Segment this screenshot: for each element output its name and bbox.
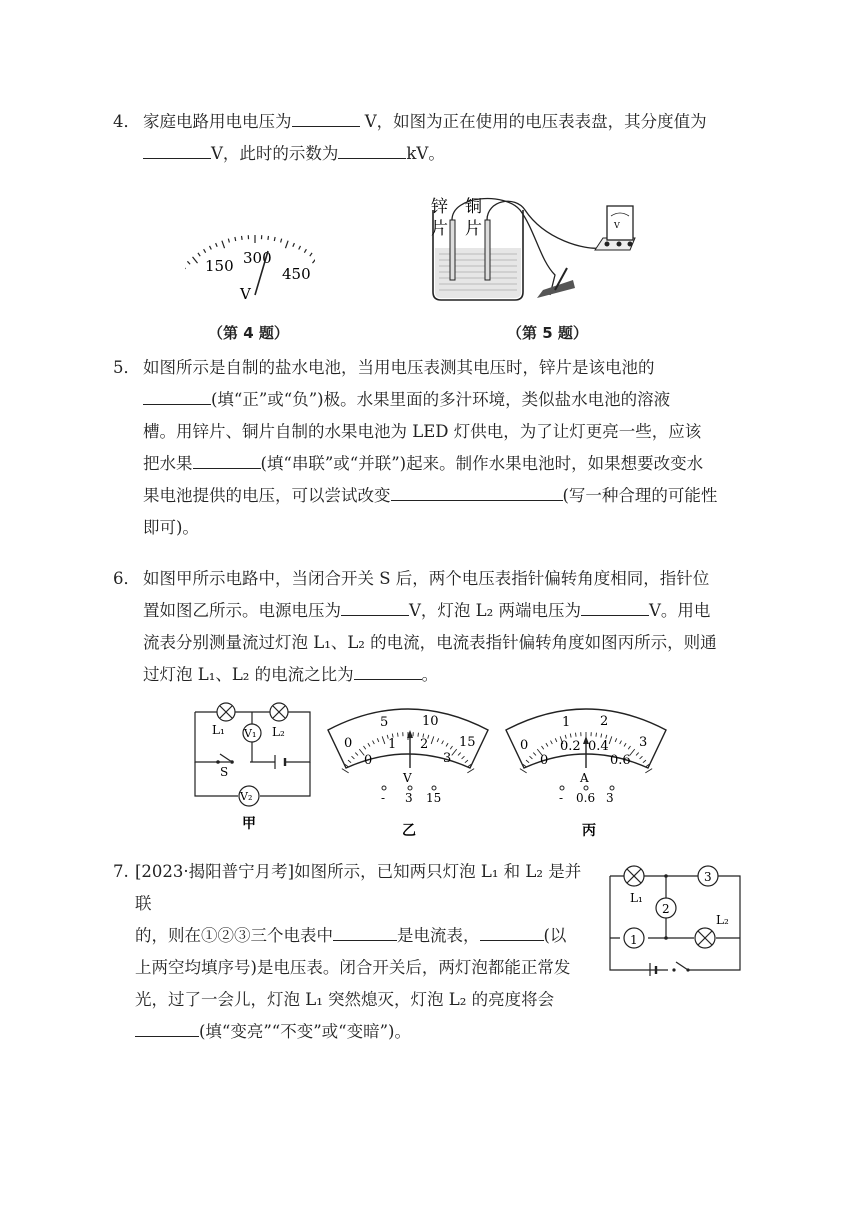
tick-mark	[645, 769, 652, 773]
svg-text:S: S	[220, 765, 229, 779]
answer-blank[interactable]	[292, 108, 360, 127]
svg-text:V: V	[614, 221, 620, 230]
svg-text:5: 5	[380, 715, 389, 730]
q6-voltmeter-yi	[322, 700, 494, 840]
question-6: 6． 如图甲所示电路中，当闭合开关 S 后，两个电压表指针偏转角度相同，指针位 置如图乙所示。电源电压为 V，灯泡 L₂ 两端电压为 V。用电 流表分别测量流过灯泡 L₁、L₂ 的电流，电流表指针偏转角度如图丙所示，则通 过灯泡 L₁、L₂ 的电流之比为 。	[113, 563, 733, 691]
svg-text:V₁: V₁	[244, 727, 257, 740]
svg-text:0: 0	[520, 738, 529, 753]
answer-blank[interactable]	[338, 140, 406, 159]
svg-text:2: 2	[420, 737, 429, 752]
svg-text:L₁: L₁	[212, 723, 225, 737]
tick-mark	[304, 249, 306, 252]
answer-blank[interactable]	[143, 386, 211, 405]
tick-mark	[204, 249, 206, 252]
tick-mark	[293, 243, 295, 247]
svg-text:丙: 丙	[582, 823, 596, 839]
tick-mark	[268, 236, 269, 240]
svg-text:-: -	[381, 791, 386, 805]
question-7: 7. [2023·揭阳普宁月考]如图所示，已知两只灯泡 L₁ 和 L₂ 是并联 的，则在①②③三个电表中 是电流表， (以 上两空均填序号)是电压表。闭合开关后，两灯泡都能正常发 光，过了一会儿，灯泡 L₁ 突然熄灭，灯泡 L₂ 的亮度将会 (填“变亮”“不变”或“变暗”)。	[113, 856, 593, 1048]
copper-label: 铜	[465, 197, 482, 217]
salt-water	[435, 248, 521, 298]
svg-text:L₂: L₂	[272, 725, 285, 739]
question-number: 5．	[113, 358, 140, 377]
svg-text:15: 15	[459, 735, 476, 750]
svg-text:0: 0	[364, 753, 373, 768]
q7-circuit-figure	[606, 858, 748, 976]
question-number: 6．	[113, 569, 140, 588]
tick-mark	[312, 257, 315, 263]
answer-blank[interactable]	[135, 1018, 199, 1037]
figure-caption-4: （第 4 题）	[208, 324, 289, 342]
svg-text:1: 1	[630, 933, 638, 947]
svg-text:3: 3	[639, 735, 648, 750]
tick-mark	[274, 237, 275, 241]
q5-battery-figure	[425, 190, 640, 315]
answer-blank[interactable]	[341, 597, 409, 616]
answer-blank[interactable]	[391, 482, 563, 501]
tick-mark	[281, 239, 282, 243]
svg-text:-: -	[559, 791, 564, 805]
question-number: 7.	[113, 862, 129, 881]
svg-text:0.2: 0.2	[560, 739, 581, 754]
tick-mark	[242, 236, 243, 240]
figure-caption-5: （第 5 题）	[507, 324, 588, 342]
answer-blank[interactable]	[480, 922, 544, 941]
tick-mark	[198, 253, 200, 256]
tick-mark	[299, 246, 301, 250]
svg-text:2: 2	[662, 902, 670, 916]
svg-text:A: A	[580, 771, 589, 785]
dial-label-150: 150	[205, 257, 234, 275]
q4-voltmeter-dial-figure	[185, 225, 315, 305]
svg-text:1: 1	[562, 715, 571, 730]
svg-text:3: 3	[606, 791, 614, 805]
svg-text:L₁: L₁	[630, 891, 643, 905]
tick-mark	[216, 243, 218, 247]
tick-mark	[228, 239, 229, 243]
svg-text:0.6: 0.6	[610, 753, 631, 768]
answer-blank[interactable]	[581, 597, 649, 616]
tick-mark	[398, 733, 399, 737]
svg-text:10: 10	[422, 714, 439, 729]
answer-blank[interactable]	[333, 922, 397, 941]
svg-text:2: 2	[600, 714, 609, 729]
tick-mark	[576, 733, 577, 737]
tick-mark	[285, 241, 288, 249]
svg-text:V₂: V₂	[240, 790, 253, 803]
tick-mark	[520, 769, 527, 773]
q4-line-2: V，此时的示数为 kV。	[143, 138, 707, 170]
question-5: 5． 如图所示是自制的盐水电池，当用电压表测其电压时，锌片是该电池的 (填“正”或“负”)极。水果里面的多汁环境，类似盐水电池的溶液 槽。用锌片、铜片自制的水果电池为 LED 灯供电，为了让灯更亮一些，应该 把水果 (填“串联”或“并联”)起来。制作水果电池时，如果想要改变水 果电池提供的电压，可以尝试改变 (写一种合理的可能性 即可)。	[113, 352, 733, 544]
answer-blank[interactable]	[193, 450, 261, 469]
copper-label-2: 片	[465, 219, 482, 239]
svg-text:0: 0	[344, 736, 353, 751]
svg-text:3: 3	[443, 751, 452, 766]
zinc-plate	[450, 220, 455, 280]
tick-mark	[193, 257, 198, 263]
tick-mark	[418, 733, 419, 737]
tick-mark	[467, 769, 474, 773]
svg-text:3: 3	[704, 870, 712, 884]
question-number: 4．	[113, 112, 140, 131]
tick-mark	[209, 246, 211, 250]
dial-label-300: 300	[243, 249, 272, 267]
zinc-label-2: 片	[431, 219, 448, 239]
zinc-label: 锌	[431, 197, 448, 217]
tick-mark	[222, 241, 225, 249]
tick-mark	[342, 769, 349, 773]
copper-plate	[485, 220, 490, 280]
svg-text:0.6: 0.6	[576, 791, 596, 805]
svg-text:甲: 甲	[242, 816, 256, 832]
q6-circuit-jia	[190, 700, 320, 835]
tick-mark	[310, 253, 312, 256]
wire	[487, 201, 600, 248]
q6-ammeter-bing	[500, 700, 672, 840]
svg-text:1: 1	[388, 737, 397, 752]
tick-mark	[187, 261, 190, 264]
tick-mark	[596, 733, 597, 737]
svg-text:3: 3	[405, 791, 413, 805]
svg-text:0: 0	[540, 753, 549, 768]
svg-text:L₂: L₂	[716, 913, 729, 927]
dial-unit: V	[240, 285, 251, 303]
dial-label-450: 450	[282, 265, 311, 283]
q4-line-1: 家庭电路用电电压为 V，如图为正在使用的电压表表盘，其分度值为	[143, 106, 707, 138]
svg-text:0.4: 0.4	[588, 739, 609, 754]
svg-text:V: V	[403, 771, 412, 785]
svg-text:乙: 乙	[402, 823, 416, 839]
svg-text:15: 15	[426, 791, 442, 805]
answer-blank[interactable]	[143, 140, 211, 159]
answer-blank[interactable]	[354, 661, 422, 680]
voltmeter	[607, 206, 633, 240]
tick-mark	[235, 237, 236, 241]
question-4	[113, 106, 707, 170]
